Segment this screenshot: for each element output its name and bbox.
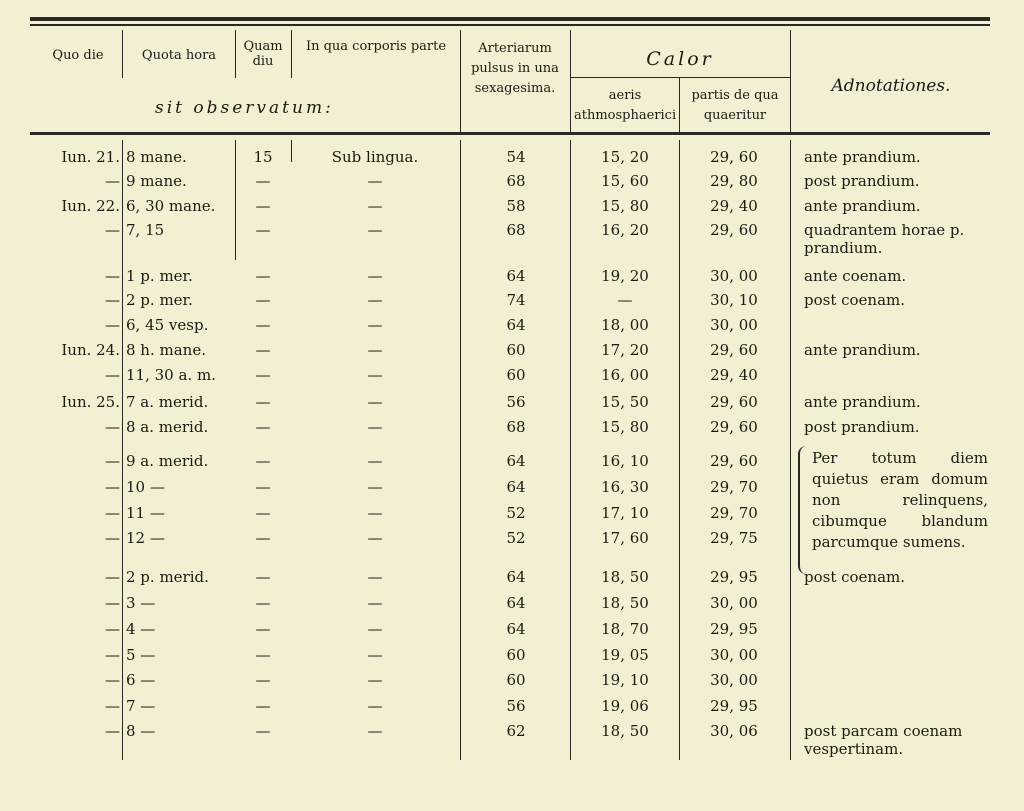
part-temperature-cell: 29, 95 <box>710 620 758 638</box>
body-part-cell: — <box>367 529 383 547</box>
air-temperature-cell: — <box>617 291 633 309</box>
air-temperature-cell: 15, 80 <box>601 197 649 215</box>
part-temperature-cell: 29, 60 <box>710 452 758 470</box>
part-temperature-cell: 29, 60 <box>710 418 758 436</box>
air-temperature-cell: 16, 30 <box>601 478 649 496</box>
body-part-cell: — <box>367 341 383 359</box>
duration-cell: — <box>255 646 271 664</box>
duration-cell: — <box>255 697 271 715</box>
air-temperature-cell: 18, 00 <box>601 316 649 334</box>
pulse-cell: 60 <box>506 646 526 664</box>
air-temperature-cell: 15, 80 <box>601 418 649 436</box>
duration-cell: — <box>255 341 271 359</box>
hour-cell: 7 — <box>126 697 156 715</box>
pulse-cell: 64 <box>506 478 526 496</box>
note-cell: post coenam. <box>804 291 906 309</box>
duration-cell: — <box>255 568 271 586</box>
pulse-cell: 64 <box>506 620 526 638</box>
body-part-cell: — <box>367 568 383 586</box>
part-temperature-cell: 29, 95 <box>710 697 758 715</box>
hour-cell: 5 — <box>126 646 156 664</box>
pulse-cell: 68 <box>506 172 526 190</box>
air-temperature-cell: 17, 20 <box>601 341 649 359</box>
part-temperature-cell: 29, 60 <box>710 393 758 411</box>
duration-cell: — <box>255 197 271 215</box>
duration-cell: — <box>255 478 271 496</box>
air-temperature-cell: 18, 50 <box>601 722 649 740</box>
note-cell: ante coenam. <box>804 267 907 285</box>
note-cell: post prandium. <box>804 172 920 190</box>
hour-cell: 7 a. merid. <box>126 393 209 411</box>
hour-cell: 2 p. mer. <box>126 291 193 309</box>
pulse-cell: 64 <box>506 568 526 586</box>
body-part-cell: — <box>367 594 383 612</box>
note-cell: post prandium. <box>804 418 920 436</box>
part-temperature-cell: 29, 60 <box>710 148 758 166</box>
pulse-cell: 64 <box>506 316 526 334</box>
day-cell: — <box>105 697 120 715</box>
header-day: Quo die <box>52 48 104 63</box>
body-part-cell: — <box>367 291 383 309</box>
day-cell: — <box>105 172 120 190</box>
air-temperature-cell: 18, 70 <box>601 620 649 638</box>
note-cell: ante prandium. <box>804 197 921 215</box>
pulse-cell: 58 <box>506 197 526 215</box>
duration-cell: — <box>255 452 271 470</box>
duration-cell: — <box>255 172 271 190</box>
header-calor-air: aeris athmosphaerici <box>574 88 677 123</box>
hour-cell: 2 p. merid. <box>126 568 209 586</box>
part-temperature-cell: 29, 95 <box>710 568 758 586</box>
part-temperature-cell: 29, 70 <box>710 478 758 496</box>
pulse-cell: 64 <box>506 594 526 612</box>
note-cell: quadrantem horae p. prandium. <box>804 221 965 257</box>
air-temperature-cell: 19, 20 <box>601 267 649 285</box>
pulse-cell: 56 <box>506 393 526 411</box>
hour-cell: 11 — <box>126 504 165 522</box>
header-calor-part: partis de qua quaeritur <box>691 88 779 123</box>
air-temperature-cell: 16, 10 <box>601 452 649 470</box>
air-temperature-cell: 19, 10 <box>601 671 649 689</box>
duration-cell: — <box>255 418 271 436</box>
note-cell: post parcam coenam vespertinam. <box>804 722 963 758</box>
air-temperature-cell: 19, 06 <box>601 697 649 715</box>
body-part-cell: — <box>367 316 383 334</box>
pulse-cell: 68 <box>506 418 526 436</box>
part-temperature-cell: 30, 00 <box>710 316 758 334</box>
pulse-cell: 68 <box>506 221 526 239</box>
day-cell: — <box>105 316 120 334</box>
hour-cell: 9 mane. <box>126 172 187 190</box>
duration-cell: — <box>255 316 271 334</box>
note-cell: ante prandium. <box>804 148 921 166</box>
hour-cell: 8 h. mane. <box>126 341 206 359</box>
part-temperature-cell: 29, 60 <box>710 221 758 239</box>
day-cell: — <box>105 620 120 638</box>
hour-cell: 12 — <box>126 529 165 547</box>
hour-cell: 6 — <box>126 671 156 689</box>
hour-cell: 8 — <box>126 722 156 740</box>
day-cell: — <box>105 594 120 612</box>
note-cell: ante prandium. <box>804 341 921 359</box>
part-temperature-cell: 29, 75 <box>710 529 758 547</box>
duration-cell: — <box>255 594 271 612</box>
body-part-cell: — <box>367 620 383 638</box>
day-cell: Iun. 25. <box>61 393 120 411</box>
body-part-cell: — <box>367 671 383 689</box>
brace-note: Per totum diem quietus eram domum non relinquens, cibumque blandum parcumque sumens. <box>812 449 988 551</box>
part-temperature-cell: 30, 00 <box>710 671 758 689</box>
hour-cell: 7, 15 <box>126 221 165 239</box>
duration-cell: — <box>255 221 271 239</box>
day-cell: Iun. 24. <box>61 341 120 359</box>
body-part-cell: — <box>367 452 383 470</box>
header-diu: Quam diu <box>243 39 283 69</box>
day-cell: — <box>105 478 120 496</box>
day-cell: — <box>105 722 120 740</box>
duration-cell: — <box>255 504 271 522</box>
air-temperature-cell: 15, 50 <box>601 393 649 411</box>
air-temperature-cell: 15, 20 <box>601 148 649 166</box>
pulse-cell: 60 <box>506 671 526 689</box>
body-part-cell: — <box>367 504 383 522</box>
part-temperature-cell: 29, 80 <box>710 172 758 190</box>
body-part-cell: — <box>367 366 383 384</box>
body-part-cell: — <box>367 221 383 239</box>
body-part-cell: — <box>367 697 383 715</box>
pulse-cell: 64 <box>506 267 526 285</box>
pulse-cell: 64 <box>506 452 526 470</box>
header-notes: Adnotationes. <box>831 76 951 96</box>
air-temperature-cell: 17, 10 <box>601 504 649 522</box>
day-cell: — <box>105 221 120 239</box>
duration-cell: — <box>255 722 271 740</box>
day-cell: — <box>105 291 120 309</box>
header-part: In qua corporis parte <box>305 39 447 54</box>
hour-cell: 6, 30 mane. <box>126 197 216 215</box>
air-temperature-cell: 16, 20 <box>601 221 649 239</box>
part-temperature-cell: 29, 40 <box>710 197 758 215</box>
air-temperature-cell: 16, 00 <box>601 366 649 384</box>
day-cell: — <box>105 366 120 384</box>
duration-cell: — <box>255 291 271 309</box>
body-part-cell: — <box>367 267 383 285</box>
air-temperature-cell: 18, 50 <box>601 568 649 586</box>
hour-cell: 8 a. merid. <box>126 418 209 436</box>
hour-cell: 11, 30 a. m. <box>126 366 216 384</box>
part-temperature-cell: 30, 10 <box>710 291 758 309</box>
pulse-cell: 54 <box>506 148 526 166</box>
body-part-cell: — <box>367 478 383 496</box>
hour-cell: 1 p. mer. <box>126 267 193 285</box>
pulse-cell: 62 <box>506 722 526 740</box>
body-part-cell: Sub lingua. <box>331 148 419 166</box>
body-part-cell: — <box>367 722 383 740</box>
part-temperature-cell: 29, 40 <box>710 366 758 384</box>
day-cell: — <box>105 267 120 285</box>
part-temperature-cell: 30, 00 <box>710 594 758 612</box>
duration-cell: — <box>255 393 271 411</box>
day-cell: — <box>105 529 120 547</box>
duration-cell: — <box>255 671 271 689</box>
pulse-cell: 52 <box>506 529 526 547</box>
duration-cell: — <box>255 267 271 285</box>
day-cell: Iun. 22. <box>61 197 120 215</box>
air-temperature-cell: 17, 60 <box>601 529 649 547</box>
hour-cell: 8 mane. <box>126 148 187 166</box>
body-part-cell: — <box>367 172 383 190</box>
header-pulse: Arteriarum pulsus in una sexagesima. <box>471 41 559 96</box>
part-temperature-cell: 30, 00 <box>710 646 758 664</box>
air-temperature-cell: 19, 05 <box>601 646 649 664</box>
hour-cell: 9 a. merid. <box>126 452 209 470</box>
part-temperature-cell: 30, 00 <box>710 267 758 285</box>
pulse-cell: 52 <box>506 504 526 522</box>
body-part-cell: — <box>367 393 383 411</box>
pulse-cell: 74 <box>506 291 526 309</box>
duration-cell: — <box>255 620 271 638</box>
body-part-cell: — <box>367 646 383 664</box>
duration-cell: — <box>255 366 271 384</box>
note-cell: ante prandium. <box>804 393 921 411</box>
note-cell: post coenam. <box>804 568 906 586</box>
air-temperature-cell: 15, 60 <box>601 172 649 190</box>
day-cell: — <box>105 568 120 586</box>
hour-cell: 6, 45 vesp. <box>126 316 209 334</box>
pulse-cell: 60 <box>506 341 526 359</box>
part-temperature-cell: 29, 60 <box>710 341 758 359</box>
hour-cell: 4 — <box>126 620 156 638</box>
body-part-cell: — <box>367 197 383 215</box>
part-temperature-cell: 29, 70 <box>710 504 758 522</box>
duration-cell: 15 <box>253 148 273 166</box>
hour-cell: 10 — <box>126 478 165 496</box>
day-cell: — <box>105 646 120 664</box>
day-cell: Iun. 21. <box>61 148 120 166</box>
duration-cell: — <box>255 529 271 547</box>
day-cell: — <box>105 452 120 470</box>
pulse-cell: 56 <box>506 697 526 715</box>
header-sit-observatum: sit observatum: <box>155 98 334 118</box>
header-hour: Quota hora <box>141 48 217 63</box>
air-temperature-cell: 18, 50 <box>601 594 649 612</box>
pulse-cell: 60 <box>506 366 526 384</box>
day-cell: — <box>105 504 120 522</box>
day-cell: — <box>105 418 120 436</box>
part-temperature-cell: 30, 06 <box>710 722 758 740</box>
hour-cell: 3 — <box>126 594 156 612</box>
day-cell: — <box>105 671 120 689</box>
body-part-cell: — <box>367 418 383 436</box>
header-calor: Calor <box>646 48 714 70</box>
